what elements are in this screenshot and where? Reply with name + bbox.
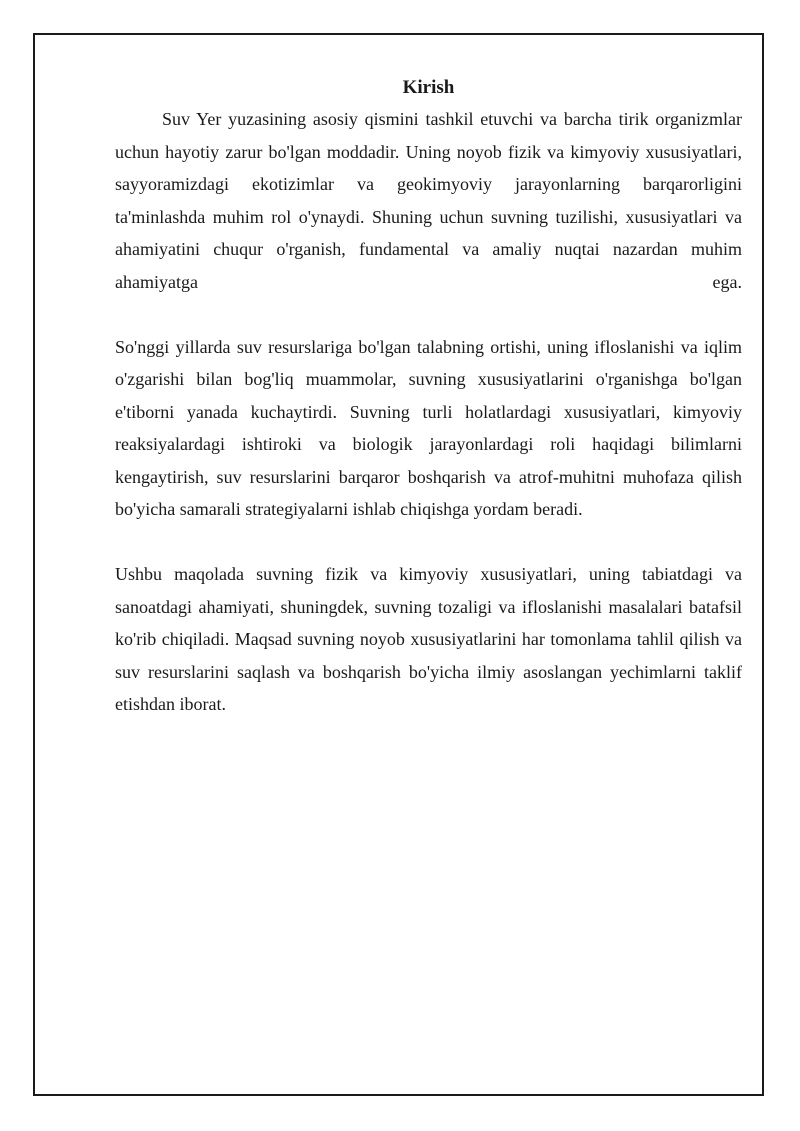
paragraph-context: So'nggi yillarda suv resurslariga bo'lgan talabning ortishi, uning ifloslanishi va iqlim o'zgarishi bilan bog'liq muammolar, suvning xususiyatlarini o'rganishga bo'lgan e'tiborni yanada kuchaytirdi. Suvning turli holatlardagi xususiyatlari, kimyoviy reaksiyalardagi ishtiroki va biologik jarayonlardagi roli haqidagi bilimlarni kengaytirish, suv resurslarini barqaror boshqarish va atrof-muhitni muhofaza qilish bo'yicha samarali strategiyalarni ishlab chiqishga yordam beradi.: [115, 336, 742, 519]
paragraph-aim: Ushbu maqolada suvning fizik va kimyoviy xususiyatlari, uning tabiatdagi va sanoatdagi ahamiyati, shuningdek, suvning tozaligi va ifloslanishi masalalari batafsil ko'rib chiqiladi. Maqsad suvning noyob xususiyatlarini har tomonlama tahlil qilish va suv resurslarini saqlash va boshqarish bo'yicha ilmiy asoslangan yechimlarni taklif etishdan iborat.: [115, 564, 742, 714]
paragraph-gap: [115, 298, 742, 331]
paragraph-gap: [115, 526, 742, 559]
document-title: Kirish: [402, 77, 455, 98]
document-body: [115, 73, 742, 721]
paragraph-introduction: Suv Yer yuzasining asosiy qismini tashkil etuvchi va barcha tirik organizmlar uchun hayotiy zarur bo'lgan moddadir. Uning noyob fizik va kimyoviy xususiyatlari, sayyoramizdagi ekotizimlar va geokimyoviy jarayonlarning barqarorligini ta'minlashda muhim rol o'ynaydi. Shuning uchun suvning tuzilishi, xususiyatlari va ahamiyatini chuqur o'rganish, fundamental va amaliy nuqtai nazardan muhim ahamiyatga ega.: [115, 109, 742, 292]
